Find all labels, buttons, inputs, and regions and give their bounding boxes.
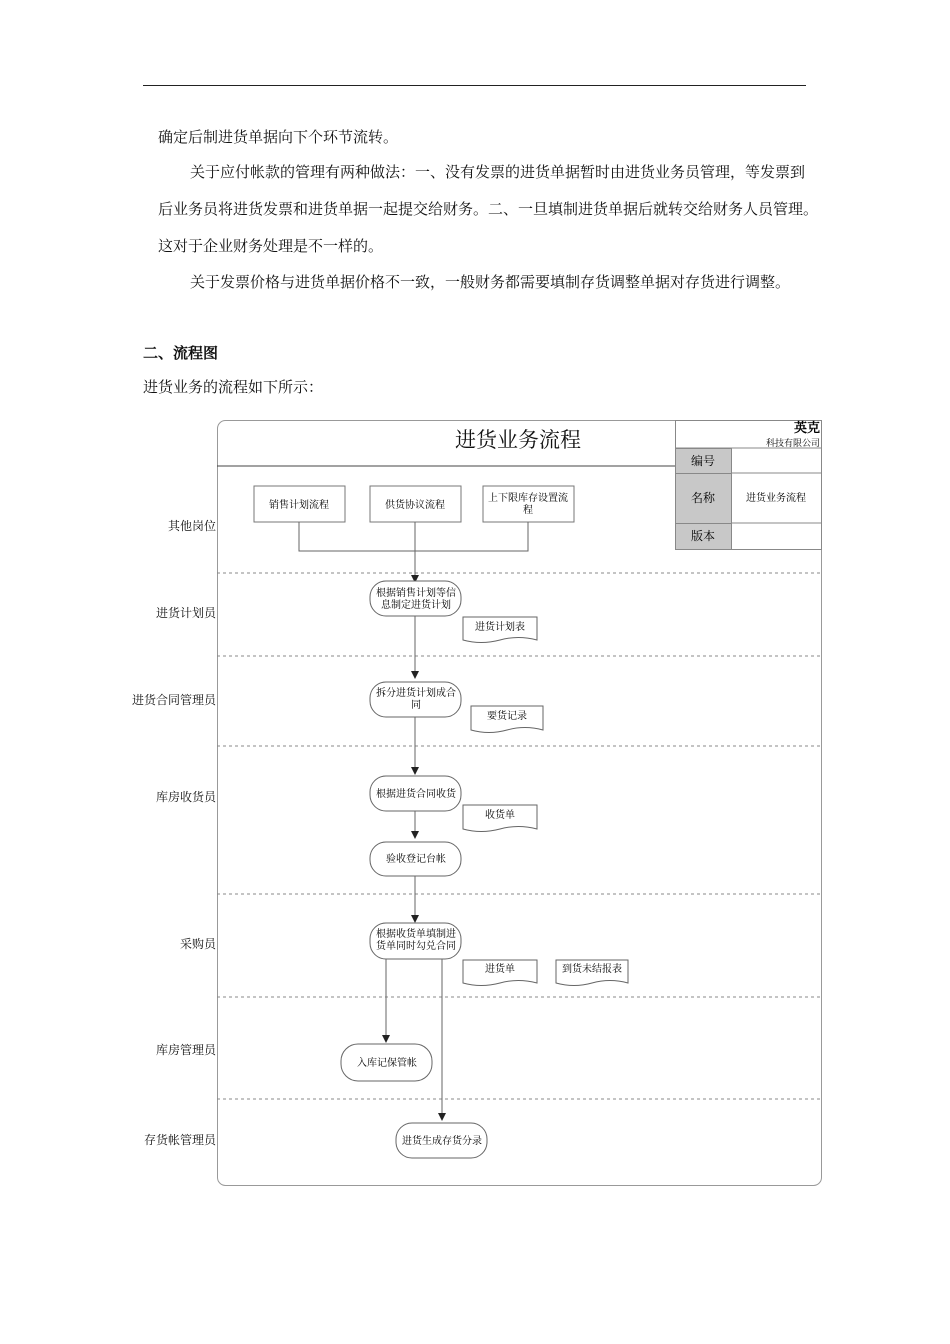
info-table <box>675 420 822 550</box>
header-rule <box>143 85 806 86</box>
step-label-split-contract-1: 拆分进货计划成合 <box>376 688 456 699</box>
lane-label-other: 其他岗位 <box>167 519 216 533</box>
process-label-stock-limits-1: 上下限库存设置流 <box>488 493 568 504</box>
paragraph-3: 关于发票价格与进货单据价格不一致，一般财务都需要填制存货调整单据对存货进行调整。 <box>190 273 791 291</box>
paragraph-1: 确定后制进货单据向下个环节流转。 <box>158 128 399 146</box>
doc-label-request-record: 要货记录 <box>487 711 527 722</box>
flowchart <box>217 420 822 1186</box>
company-name: 科技有限公司 <box>765 439 820 449</box>
process-label-stock-limits-2: 程 <box>523 505 533 516</box>
section-heading: 二、流程图 <box>143 344 219 362</box>
process-box-stock-limits <box>483 486 574 522</box>
process-label-sales-plan: 销售计划流程 <box>269 500 329 511</box>
company-name-top: 英克 <box>793 421 820 436</box>
flowchart-title: 进货业务流程 <box>455 428 581 452</box>
lane-label-receiver: 库房收货员 <box>155 790 216 804</box>
doc-label-purchase-plan: 进货计划表 <box>475 622 525 633</box>
doc-label-purchase-order: 进货单 <box>485 964 515 975</box>
step-label-check-ledger: 验收登记台帐 <box>386 854 446 865</box>
lane-label-inventory-accountant: 存货帐管理员 <box>143 1133 216 1147</box>
step-label-fill-order-1: 根据收货单填制进 <box>376 929 456 940</box>
lane-label-buyer: 采购员 <box>179 937 216 951</box>
info-label-name: 名称 <box>690 491 716 505</box>
lane-label-warehouse: 库房管理员 <box>155 1043 216 1057</box>
paragraph-2: 关于应付帐款的管理有两种做法：一、没有发票的进货单据暂时由进货业务员管理，等发票到后业务员将进货发票和进货单据一起提交给财务。二、一旦填制进货单据后就转交给财务人员管理。这对于企业财务处理是不一样的。 <box>158 163 819 255</box>
doc-label-receipt: 收货单 <box>485 810 515 821</box>
info-label-version: 版本 <box>690 529 716 543</box>
step-label-receive-goods: 根据进货合同收货 <box>376 789 456 800</box>
step-label-warehouse-ledger: 入库记保管帐 <box>357 1058 417 1069</box>
lane-label-planner: 进货计划员 <box>155 606 216 620</box>
process-label-supply-agreement: 供货协议流程 <box>385 500 445 511</box>
step-label-make-plan-1: 根据销售计划等信 <box>376 588 456 599</box>
lane-label-contract-manager: 进货合同管理员 <box>131 693 216 707</box>
info-value-name: 进货业务流程 <box>746 493 806 504</box>
doc-label-unsettled-report: 到货未结报表 <box>562 964 622 975</box>
step-label-make-plan-2: 息制定进货计划 <box>381 600 451 611</box>
section-intro: 进货业务的流程如下所示： <box>143 378 324 396</box>
step-label-split-contract-2: 同 <box>411 700 421 711</box>
info-label-number: 编号 <box>690 454 716 468</box>
step-label-inventory-entry: 进货生成存货分录 <box>402 1136 482 1147</box>
step-label-fill-order-2: 货单同时勾兑合同 <box>376 941 456 952</box>
